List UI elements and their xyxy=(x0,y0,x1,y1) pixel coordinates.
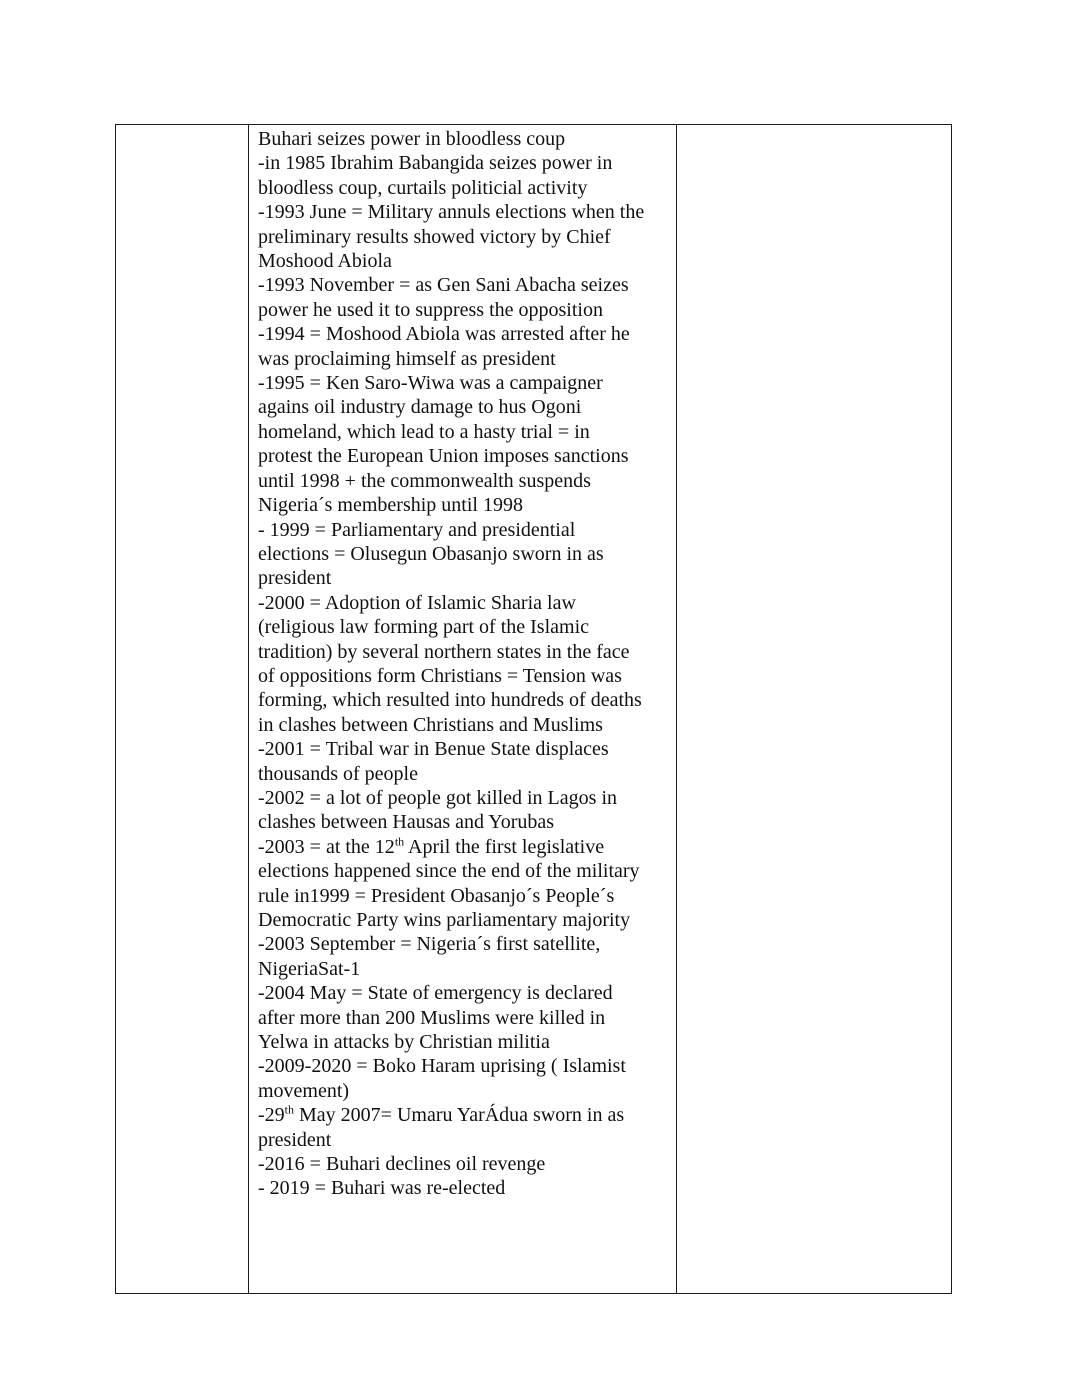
text-line: -2000 = Adoption of Islamic Sharia law xyxy=(258,591,576,614)
text-line: - 1999 = Parliamentary and presidential xyxy=(258,518,576,541)
text-fragment: April the first legislative xyxy=(404,835,605,858)
text-line: -2009-2020 = Boko Haram uprising ( Islamist xyxy=(258,1055,626,1078)
text-line: -1993 June = Military annuls elections when the xyxy=(258,201,645,224)
text-line: -2001 = Tribal war in Benue State displaces xyxy=(258,738,609,761)
text-line: -2002 = a lot of people got killed in Lagos in xyxy=(258,786,617,809)
text-line: after more than 200 Muslims were killed in xyxy=(258,1006,606,1029)
text-line: was proclaiming himself as president xyxy=(258,347,556,370)
text-line: elections happened since the end of the military xyxy=(258,860,640,883)
text-line: -2003 September = Nigeria´s first satellite, xyxy=(258,933,601,956)
ordinal-suffix: th xyxy=(394,834,405,849)
text-line: homeland, which lead to a hasty trial = in xyxy=(258,420,590,443)
text-line: -1995 = Ken Saro-Wiwa was a campaigner xyxy=(258,372,603,395)
ordinal-suffix: th xyxy=(284,1102,295,1117)
text-line: until 1998 + the commonwealth suspends xyxy=(258,469,591,492)
text-line: president xyxy=(258,567,332,590)
text-line: in clashes between Christians and Muslims xyxy=(258,713,603,736)
text-line: NigeriaSat-1 xyxy=(258,957,361,980)
text-line: -1994 = Moshood Abiola was arrested after he xyxy=(258,323,630,346)
timeline-text-cell xyxy=(249,125,677,1293)
text-line: forming, which resulted into hundreds of deaths xyxy=(258,689,642,712)
text-line: - 2019 = Buhari was re-elected xyxy=(258,1177,506,1200)
text-line-2003-legislative xyxy=(258,835,676,859)
text-line: -in 1985 Ibrahim Babangida seizes power in xyxy=(258,152,613,175)
text-line: clashes between Hausas and Yorubas xyxy=(258,811,555,834)
text-line: bloodless coup, curtails politicial activity xyxy=(258,176,588,199)
text-line: elections = Olusegun Obasanjo sworn in as xyxy=(258,542,604,565)
text-line: Yelwa in attacks by Christian militia xyxy=(258,1031,550,1054)
text-fragment: May 2007= Umaru YarÁdua sworn in as xyxy=(294,1104,625,1127)
text-line: -1993 November = as Gen Sani Abacha seizes xyxy=(258,274,629,297)
text-line: -2016 = Buhari declines oil revenge xyxy=(258,1153,546,1176)
text-line: preliminary results showed victory by Chief xyxy=(258,225,611,248)
text-line: (religious law forming part of the Islamic xyxy=(258,616,590,639)
text-line: power he used it to suppress the opposition xyxy=(258,298,603,321)
right-empty-cell xyxy=(677,125,951,1293)
text-line: protest the European Union imposes sanctions xyxy=(258,445,629,468)
text-line: of oppositions form Christians = Tension was xyxy=(258,664,622,687)
text-line-2007-president xyxy=(258,1103,676,1127)
text-line: tradition) by several northern states in the face xyxy=(258,640,630,663)
text-fragment: -2003 = at the 12 xyxy=(258,835,395,858)
text-line: rule in1999 = President Obasanjo´s People´s xyxy=(258,884,615,907)
text-line: president xyxy=(258,1128,332,1151)
text-line: thousands of people xyxy=(258,762,418,785)
text-line: Buhari seizes power in bloodless coup xyxy=(258,128,566,150)
timeline-table xyxy=(115,124,952,1294)
text-fragment: -29 xyxy=(258,1104,285,1127)
left-empty-cell xyxy=(116,125,249,1293)
text-line: Nigeria´s membership until 1998 xyxy=(258,494,523,517)
text-line: Democratic Party wins parliamentary majority xyxy=(258,909,631,931)
text-line: agains oil industry damage to hus Ogoni xyxy=(258,396,582,419)
text-line: movement) xyxy=(258,1079,350,1102)
text-line: -2004 May = State of emergency is declared xyxy=(258,982,613,1005)
text-line: Moshood Abiola xyxy=(258,250,392,273)
